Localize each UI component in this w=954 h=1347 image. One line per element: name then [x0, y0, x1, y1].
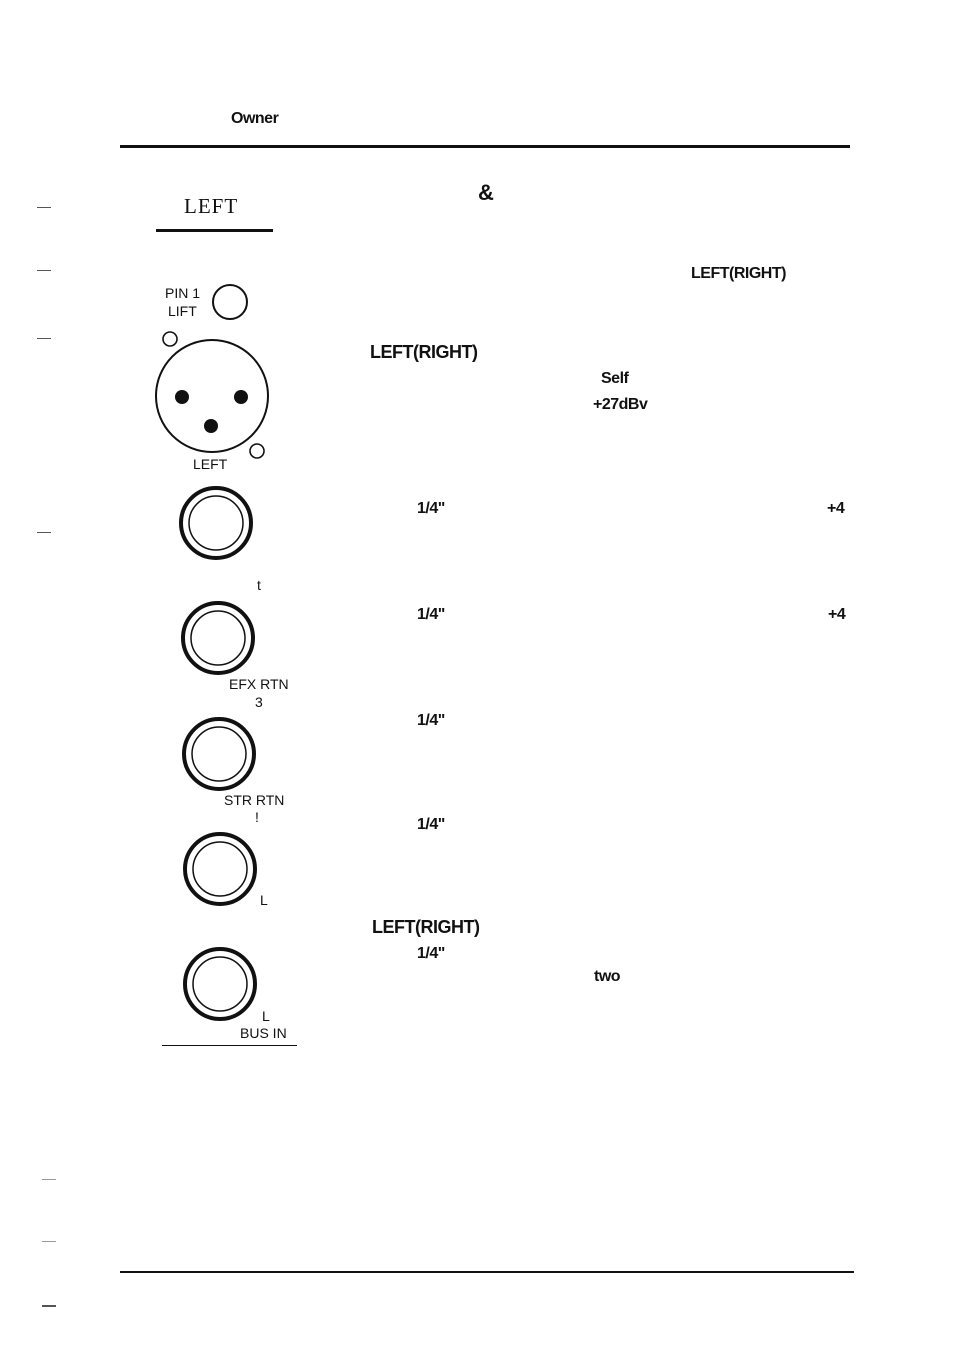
section-ampersand: & — [478, 180, 494, 205]
l-label-1: L — [260, 892, 268, 908]
jack-icon — [184, 719, 254, 789]
self-text: Self — [601, 370, 629, 387]
pin1-label: PIN 1 — [165, 285, 201, 301]
quarter-inch-3: 1/4" — [417, 712, 445, 729]
quarter-inch-5: 1/4" — [417, 945, 445, 962]
xlr-pin-icon — [234, 390, 248, 404]
number-3-label: 3 — [255, 694, 263, 710]
level-text: +27dBv — [593, 396, 648, 413]
two-text: two — [594, 968, 621, 985]
jack-icon — [183, 603, 253, 673]
jack-icon — [185, 949, 255, 1019]
lr-label-top: LEFT(RIGHT) — [691, 265, 786, 282]
panel-mark-1: t — [257, 577, 261, 593]
efx-rtn-label: EFX RTN — [229, 676, 289, 692]
jack-inner-icon — [193, 842, 247, 896]
lr-heading-1: LEFT(RIGHT) — [370, 342, 478, 362]
quarter-inch-2: 1/4" — [417, 606, 445, 623]
quarter-inch-4: 1/4" — [417, 816, 445, 833]
pin-lift-switch-icon — [213, 285, 247, 319]
jack-icon — [185, 834, 255, 904]
footer-rule — [120, 1271, 854, 1273]
panel-mark-2: ! — [255, 809, 259, 825]
jack-inner-icon — [193, 957, 247, 1011]
plus-four-2: +4 — [828, 606, 846, 623]
plus-four-1: +4 — [827, 500, 845, 517]
jack-inner-icon — [189, 496, 243, 550]
section-left-title: LEFT — [184, 194, 239, 218]
bus-in-label: BUS IN — [240, 1025, 287, 1041]
quarter-inch-1: 1/4" — [417, 500, 445, 517]
xlr-left-label: LEFT — [193, 456, 228, 472]
panel-bottom-line — [162, 1045, 297, 1046]
jack-icon — [181, 488, 251, 558]
xlr-pin-icon — [175, 390, 189, 404]
jack-inner-icon — [191, 611, 245, 665]
screw-hole-icon — [250, 444, 264, 458]
l-label-2: L — [262, 1008, 270, 1024]
screw-hole-icon — [163, 332, 177, 346]
lr-heading-2: LEFT(RIGHT) — [372, 917, 480, 937]
lift-label: LIFT — [168, 303, 197, 319]
xlr-connector-icon — [156, 340, 268, 452]
xlr-pin-icon — [204, 419, 218, 433]
jack-inner-icon — [192, 727, 246, 781]
header-owner: Owner — [231, 110, 279, 127]
str-rtn-label: STR RTN — [224, 792, 285, 808]
